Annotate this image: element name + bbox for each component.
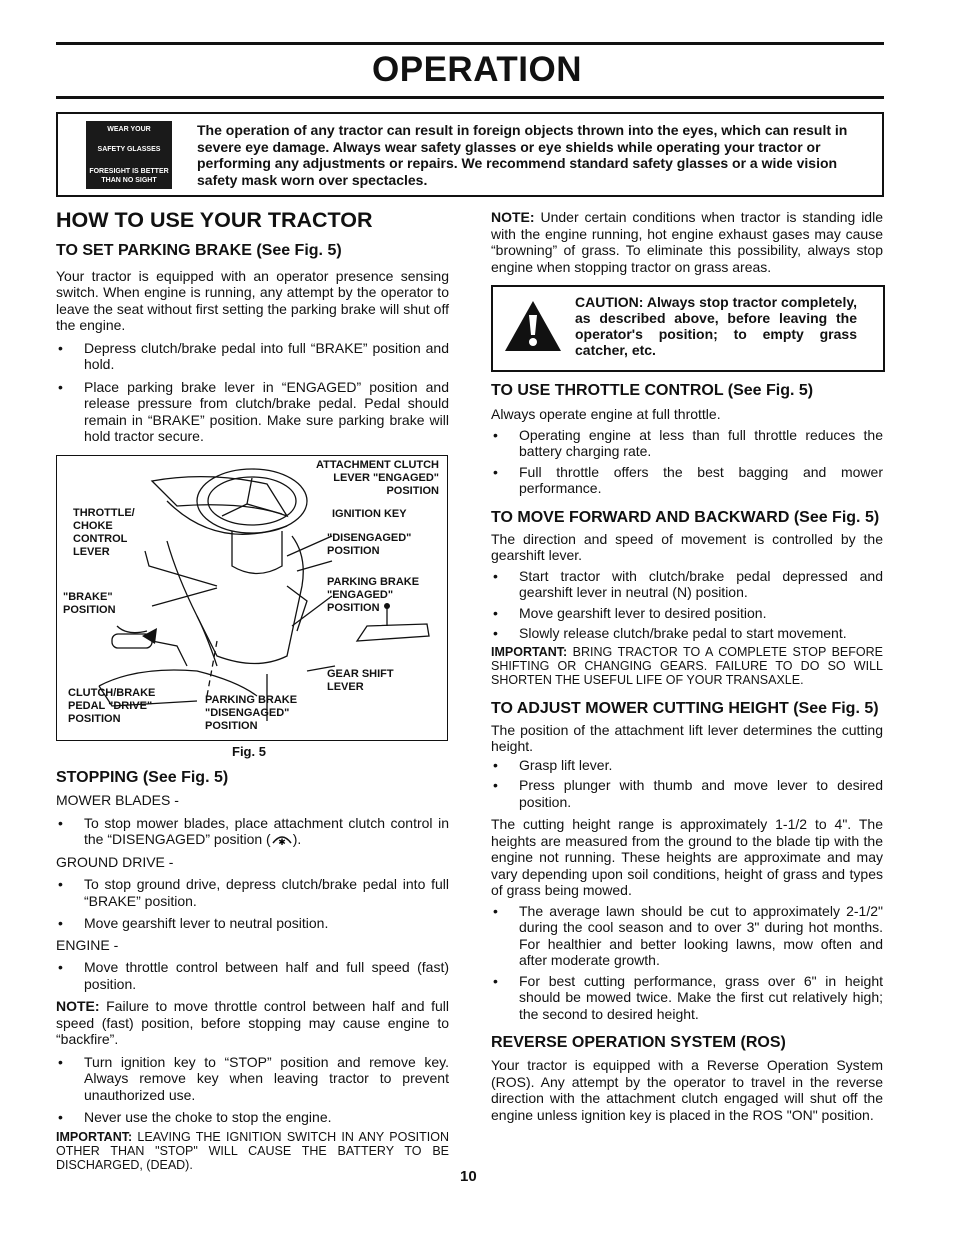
list-item: • Slowly release clutch/brake pedal to start movement. (491, 625, 883, 642)
forward-intro: The direction and speed of movement is controlled by the gearshift lever. (491, 530, 883, 563)
list-item: • The average lawn should be cut to approximately 2-1/2" during the cool season and to over 3" during hot months. For healthier and better looking lawns, mow often and after moderate growth. (491, 903, 883, 969)
stopping-section (56, 768, 449, 1172)
label-throttle-choke: THROTTLE/ CHOKE CONTROL LEVER (73, 507, 135, 558)
important-text: LEAVING THE IGNITION SWITCH IN ANY POSITION OTHER THAN "STOP" WILL CAUSE THE BATTERY TO BE DISCHARGED, (DEAD). (56, 1129, 449, 1172)
note-text: Failure to move throttle control between half and full speed (fast) position, before stopping may cause engine to “backfire”. (56, 998, 449, 1047)
throttle-heading: TO USE THROTTLE CONTROL (See Fig. 5) (491, 382, 814, 399)
right-column (491, 381, 883, 1123)
list-item: • To stop ground drive, depress clutch/brake pedal into full “BRAKE” position. (56, 876, 449, 909)
logo-line: FORESIGHT IS BETTER THAN NO SIGHT (89, 168, 169, 184)
list-item: • Press plunger with thumb and move lever to desired position. (491, 777, 883, 810)
label-disengaged-position: "DISENGAGED" POSITION (327, 532, 412, 557)
label-attachment-clutch: ATTACHMENT CLUTCH LEVER "ENGAGED" POSITION (315, 459, 439, 497)
important-label: IMPORTANT: (56, 1129, 133, 1144)
transaxle-important-note (491, 645, 883, 687)
list-item: • Move throttle control between half and full speed (fast) position. (56, 959, 449, 992)
figure-caption: Fig. 5 (232, 744, 266, 759)
cutting-height-heading: TO ADJUST MOWER CUTTING HEIGHT (See Fig. 5) (491, 699, 879, 717)
cutting-range-text: The cutting height range is approximately 1-1/2 to 4". The heights are measured from the ground to the blade tip with the engine not running. These heights are approximate and may vary depending upon soil conditions, height of grass and types of grass being mowed. (491, 816, 883, 898)
top-rule (56, 42, 884, 45)
list-item: • Place parking brake lever in “ENGAGED” position and release pressure from clutch/brake pedal. Pedal should remain in “BRAKE” position. Make sure parking brake will hold tractor secure. (56, 379, 449, 445)
caution-box (491, 285, 885, 372)
parking-intro: Your tractor is equipped with an operator presence sensing switch. When engine is running, any attempt by the operator to leave the seat without first setting the parking brake will shut off the engine. (56, 267, 449, 333)
blades-bullet-end: ). (292, 831, 302, 847)
list-item: • Operating engine at less than full throttle reduces the battery charging rate. (491, 427, 883, 460)
ros-heading: REVERSE OPERATION SYSTEM (ROS) (491, 1034, 786, 1051)
label-clutch-brake-drive: CLUTCH/BRAKE PEDAL "DRIVE" POSITION (68, 687, 156, 725)
left-column (56, 208, 449, 445)
stopping-note (56, 998, 449, 1048)
list-item: • Move gearshift lever to desired position. (491, 605, 883, 622)
warning-icon (503, 299, 563, 353)
forward-backward-heading: TO MOVE FORWARD AND BACKWARD (See Fig. 5) (491, 508, 880, 526)
svg-text:✱: ✱ (277, 838, 286, 845)
label-brake-position: "BRAKE" POSITION (63, 591, 116, 616)
list-item: • Turn ignition key to “STOP” position and remove key. Always remove key when leaving tractor to prevent unauthorized use. (56, 1054, 449, 1104)
figure-5-illustration (56, 455, 448, 741)
important-text: BRING TRACTOR TO A COMPLETE STOP BEFORE SHIFTING OR CHANGING GEARS. FAILURE TO DO SO WILL SHORTEN THE USEFUL LIFE OF YOUR TRANSAXLE. (491, 644, 883, 687)
note-label: NOTE: (491, 209, 535, 225)
browning-note (491, 209, 883, 275)
blades-bullet-text: To stop mower blades, place attachment clutch control in the “DISENGAGED” position ( (84, 814, 449, 847)
logo-line: SAFETY GLASSES (97, 146, 161, 153)
parking-brake-heading: TO SET PARKING BRAKE (See Fig. 5) (56, 241, 342, 259)
list-item: • Start tractor with clutch/brake pedal depressed and gearshift lever in neutral (N) position. (491, 568, 883, 601)
section-title: HOW TO USE YOUR TRACTOR (56, 208, 373, 232)
stopping-heading: STOPPING (See Fig. 5) (56, 769, 229, 786)
ground-drive-label: GROUND DRIVE - (56, 853, 174, 870)
engine-label: ENGINE - (56, 936, 119, 953)
ros-text: Your tractor is equipped with a Reverse Operation System (ROS). Any attempt by the operator to travel in the reverse direction with the attachment clutch engaged will shut off the engine unless ignition key is placed in the ROS "ON" position. (491, 1057, 883, 1123)
safety-warning-box (56, 112, 884, 197)
note-label: NOTE: (56, 998, 100, 1014)
throttle-intro: Always operate engine at full throttle. (491, 406, 721, 422)
label-gear-shift-lever: GEAR SHIFT LEVER (327, 668, 394, 693)
important-label: IMPORTANT: (491, 644, 568, 659)
label-ignition-key: IGNITION KEY (332, 508, 407, 520)
label-parking-brake-engaged: PARKING BRAKE "ENGAGED" POSITION (327, 576, 420, 614)
caution-text: CAUTION: Always stop tractor completely, as described above, before leaving the operator's position; to empty grass catcher, etc. (575, 294, 857, 358)
note-text: Under certain conditions when tractor is standing idle with the engine running, hot engine exhaust gases may cause “browning” of grass. To eliminate this possibility, always stop engine when stopping tractor on grass areas. (491, 209, 883, 275)
list-item: • Move gearshift lever to neutral position. (56, 915, 449, 932)
list-item: • For best cutting performance, grass over 6" in height should be mowed twice. Make the first cut relatively high; the second to desired height. (491, 973, 883, 1023)
ignition-important-note (56, 1130, 449, 1172)
safety-warning-text: The operation of any tractor can result in foreign objects thrown into the eyes, which can result in severe eye damage. Always wear safety glasses or eye shields while operating your tractor or performing any adjustments or repairs. We recommend standard safety glasses or a wide vision safety mask worn over spectacles. (197, 122, 848, 188)
list-item: • Grasp lift lever. (491, 757, 883, 774)
cutting-intro: The position of the attachment lift lever determines the cutting height. (491, 721, 883, 754)
page-number: 10 (460, 1168, 477, 1185)
title-rule (56, 96, 884, 99)
list-item (56, 815, 449, 848)
mower-blades-label: MOWER BLADES - (56, 792, 179, 808)
safety-glasses-logo (86, 121, 172, 189)
label-parking-brake-disengaged: PARKING BRAKE "DISENGAGED" POSITION (205, 694, 298, 732)
page-title: OPERATION (372, 50, 582, 89)
logo-line: WEAR YOUR (107, 126, 151, 133)
list-item: • Depress clutch/brake pedal into full “BRAKE” position and hold. (56, 340, 449, 373)
list-item: • Never use the choke to stop the engine. (56, 1109, 449, 1126)
clutch-disengaged-icon (271, 832, 293, 843)
list-item: • Full throttle offers the best bagging and mower performance. (491, 464, 883, 497)
